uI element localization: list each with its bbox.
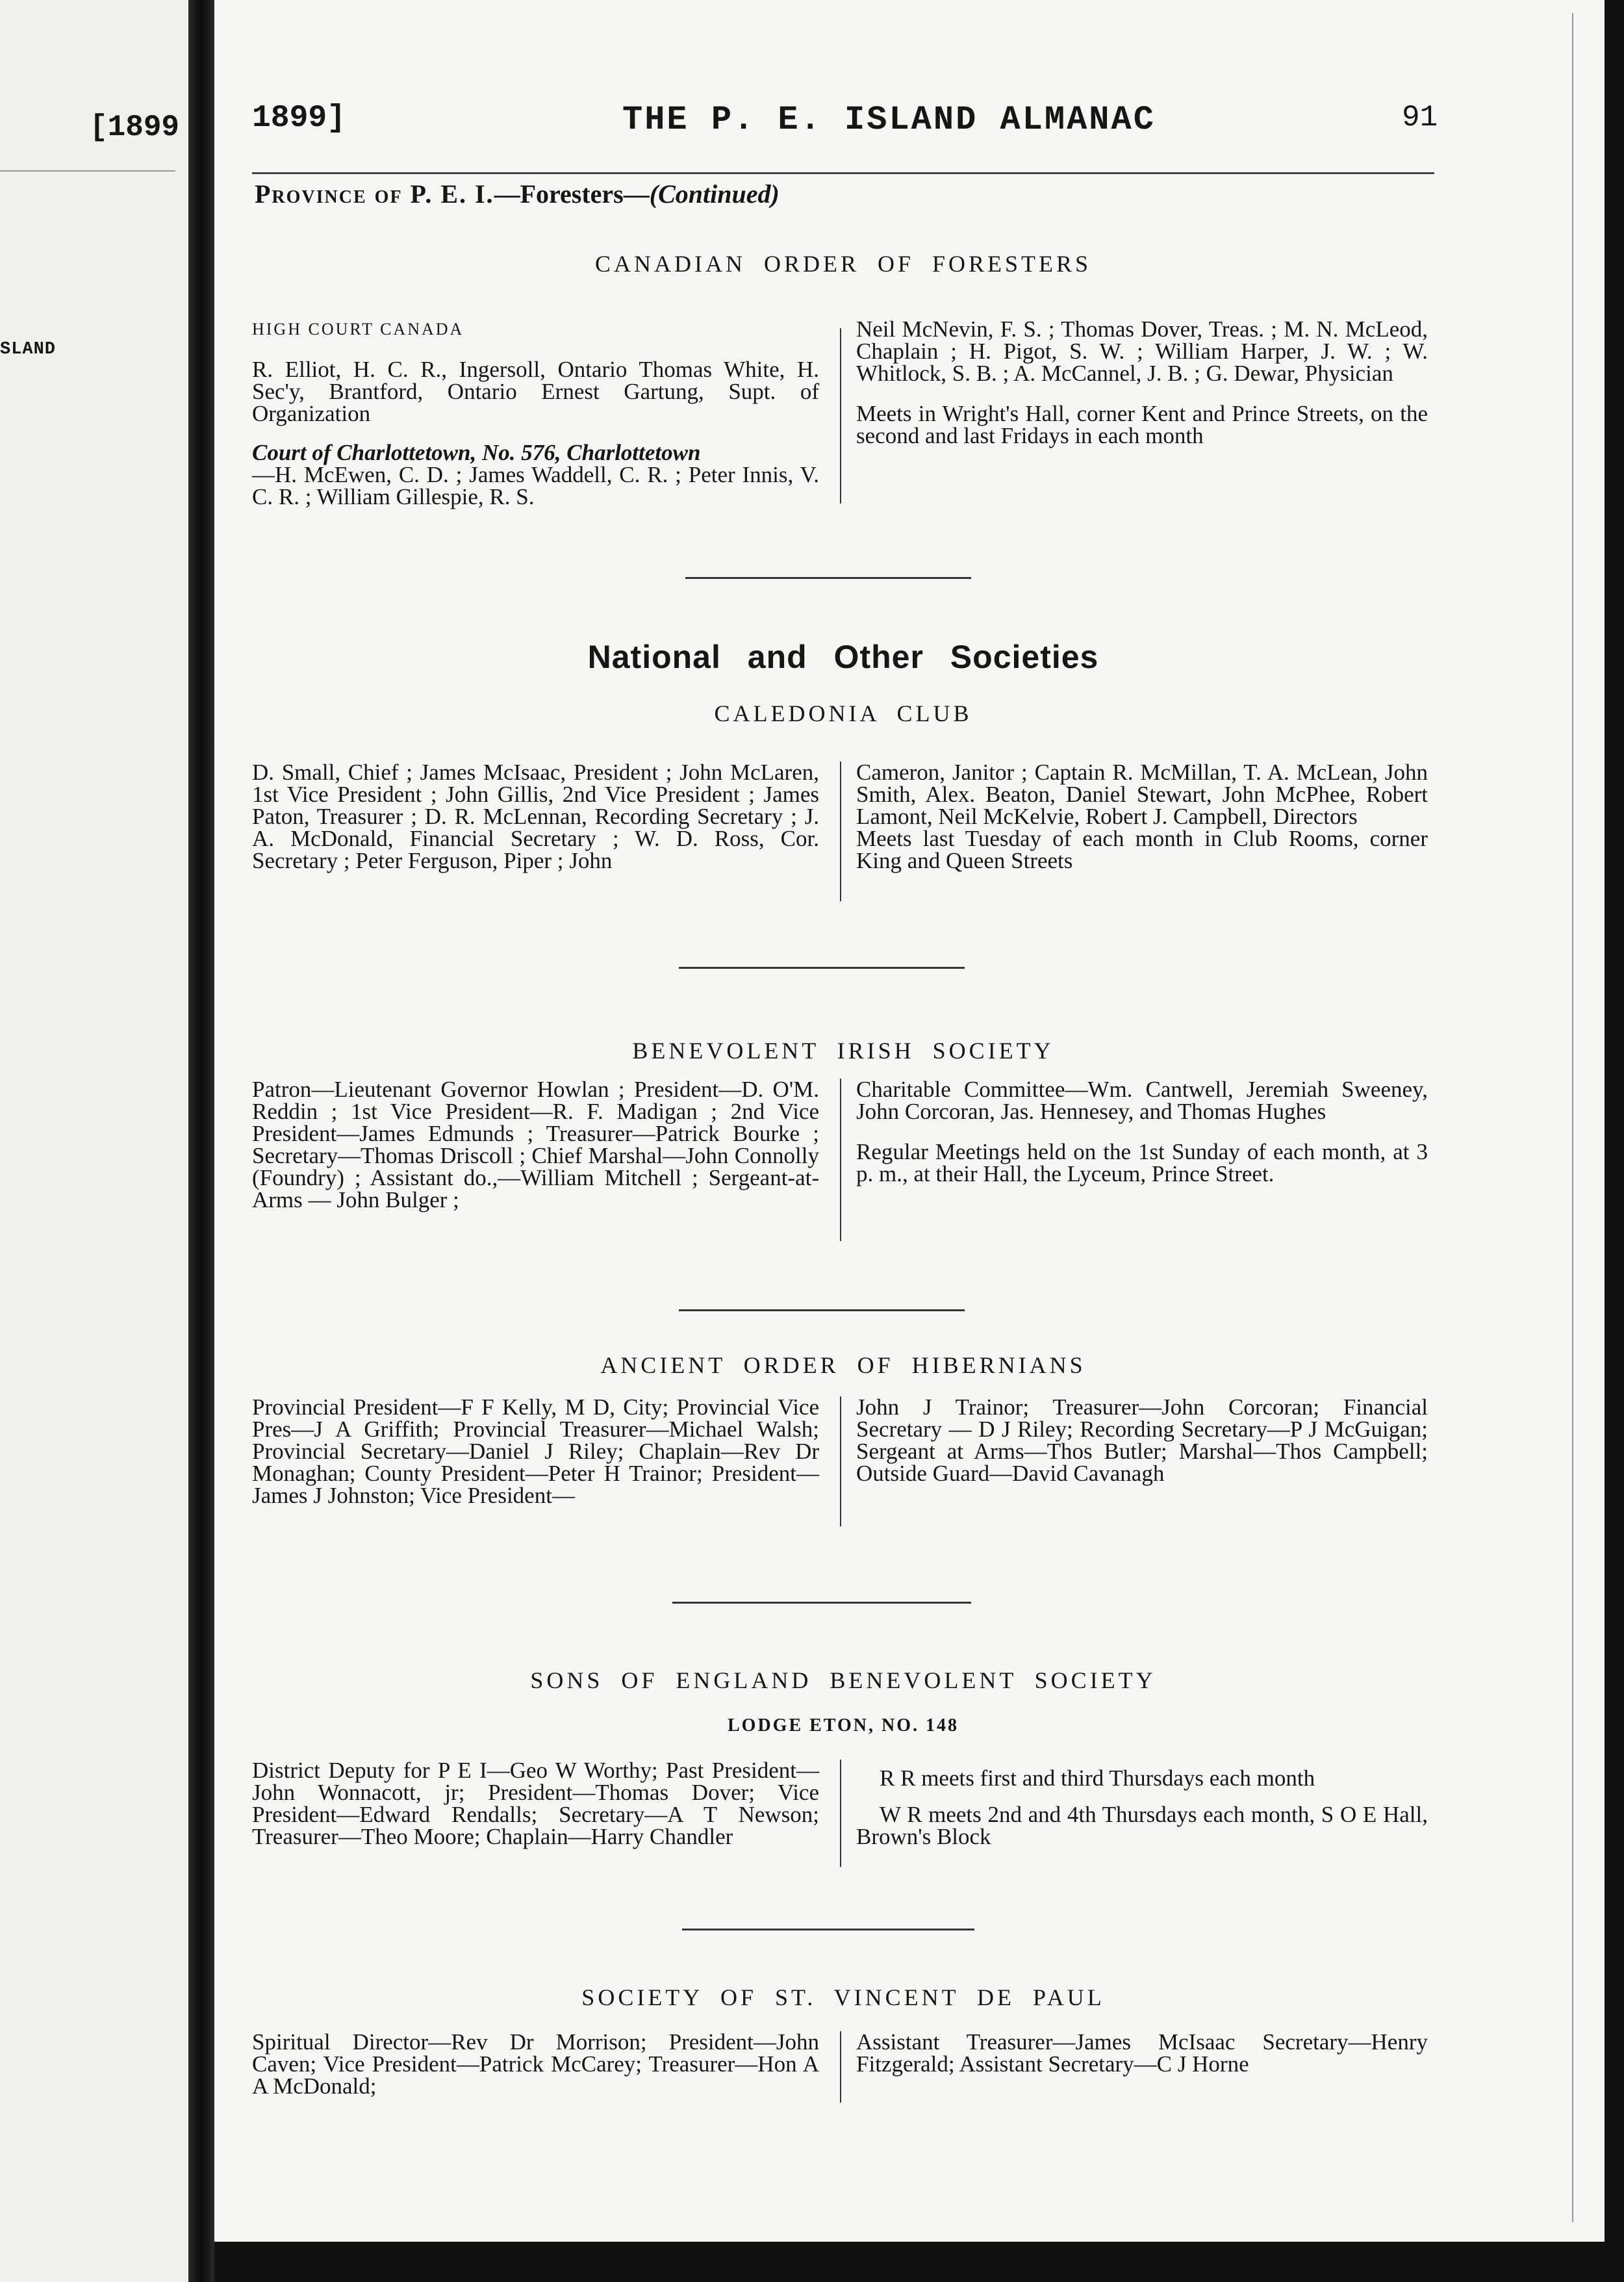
sons-of-england-left — [252, 1760, 819, 1848]
section-separator — [679, 1309, 965, 1311]
continued-note: (Continued) — [649, 179, 780, 209]
benevolent-irish-meeting-note: Regular Meetings held on the 1st Sunday of each month, at 3 p. m., at their Hall, the Lyceum, Prince Street. — [856, 1139, 1428, 1186]
caledonia-right — [856, 762, 1428, 872]
province-label: Province of P. E. I. — [255, 179, 494, 209]
column-divider — [840, 1760, 841, 1867]
high-court-officers: R. Elliot, H. C. R., Ingersoll, Ontario Thomas White, H. Sec'y, Brantford, Ontario Ernest Gartung, Supt. of Organization — [252, 357, 819, 426]
court-officers: —H. McEwen, C. D. ; James Waddell, C. R. ; Peter Innis, V. C. R. ; William Gillespie, R. S. — [252, 462, 819, 509]
facing-page-runner: [1899 — [90, 110, 180, 144]
continued-heading — [255, 179, 780, 209]
column-divider — [840, 1396, 841, 1526]
section-title-canadian-foresters: CANADIAN ORDER OF FORESTERS — [594, 251, 1092, 277]
lodge-heading: LODGE ETON, NO. 148 — [728, 1715, 959, 1736]
book-gutter — [188, 0, 214, 2282]
st-vincent-officers-continued: Assistant Treasurer—James McIsaac Secretary—Henry Fitzgerald; Assistant Secretary—C J Horne — [856, 2029, 1428, 2077]
sons-of-england-right — [856, 1767, 1428, 1848]
canadian-foresters-right — [856, 318, 1428, 447]
facing-page-header: SLAND — [0, 340, 57, 359]
column-divider — [840, 762, 841, 901]
st-vincent-left — [252, 2031, 819, 2097]
caledonia-meeting-note: Meets last Tuesday of each month in Club Rooms, corner King and Queen Streets — [856, 826, 1428, 873]
section-title-sons-of-england: SONS OF ENGLAND BENEVOLENT SOCIETY — [530, 1667, 1156, 1693]
running-header — [252, 101, 1438, 146]
rr-meeting-note: R R meets first and third Thursdays each month — [880, 1765, 1315, 1791]
column-divider — [840, 328, 841, 504]
hibernians-officers: Provincial President—F F Kelly, M D, City; Provincial Vice Pres—J A Griffith; Provincial Treasurer—Michael Walsh; Provincial Secretary—Daniel J Riley; Chaplain—Rev Dr Monaghan; County President—Peter H Trainor; President—James J Johnston; Vice President— — [252, 1394, 819, 1508]
column-divider — [840, 2031, 841, 2103]
section-separator — [682, 1929, 974, 1930]
facing-page-rule — [0, 170, 175, 172]
caledonia-directors: Cameron, Janitor ; Captain R. McMillan, T. A. McLean, John Smith, Alex. Beaton, Daniel Stewart, John McPhee, Robert Lamont, Neil McKelvie, Robert J. Campbell, Directors — [856, 760, 1428, 829]
section-separator — [679, 967, 965, 969]
court-meeting-note: Meets in Wright's Hall, corner Kent and Prince Streets, on the second and last Fridays in each month — [856, 401, 1428, 448]
hibernians-officers-continued: John J Trainor; Treasurer—John Corcoran; Financial Secretary — D J Riley; Recording Secretary—P J McGuigan; Sergeant at Arms—Thos Butler; Marshal—Thos Campbell; Outside Guard—David Cavanagh — [856, 1394, 1428, 1486]
court-heading: Court of Charlottetown, No. 576, Charlottetown — [252, 440, 701, 465]
section-title-caledonia-club: CALEDONIA CLUB — [714, 700, 972, 726]
court-officers-continued: Neil McNevin, F. S. ; Thomas Dover, Treas. ; M. N. McLeod, Chaplain ; H. Pigot, S. W. ; William Harper, J. W. ; W. Whitlock, S. B. ; A. McCannel, J. B. ; G. Dewar, Physician — [856, 316, 1428, 386]
header-year: 1899] — [252, 101, 346, 136]
st-vincent-right — [856, 2031, 1428, 2075]
st-vincent-officers: Spiritual Director—Rev Dr Morrison; President—John Caven; Vice President—Patrick McCarey; Treasurer—Hon A A McDonald; — [252, 2029, 819, 2099]
hibernians-right — [856, 1396, 1428, 1485]
sons-of-england-officers: District Deputy for P E I—Geo W Worthy; Past President—John Wonnacott, jr; President—Thomas Dover; Vice President—Edward Rendalls; Secretary—A T Newson; Treasurer—Theo Moore; Chaplain—Harry Chandler — [252, 1758, 819, 1849]
section-separator — [685, 577, 971, 579]
header-title: THE P. E. ISLAND ALMANAC — [622, 101, 1156, 139]
canadian-foresters-left — [252, 318, 819, 508]
section-title-national-societies: National and Other Societies — [587, 639, 1099, 675]
benevolent-irish-right — [856, 1079, 1428, 1185]
section-label: —Foresters— — [494, 179, 650, 209]
header-rule — [252, 172, 1434, 174]
page-edge — [1572, 13, 1580, 2222]
wr-meeting-note: W R meets 2nd and 4th Thursdays each month, S O E Hall, Brown's Block — [856, 1802, 1428, 1849]
high-court-heading: HIGH COURT CANADA — [252, 320, 464, 339]
hibernians-left — [252, 1396, 819, 1507]
section-title-hibernians: ANCIENT ORDER OF HIBERNIANS — [600, 1352, 1086, 1378]
column-divider — [840, 1079, 841, 1241]
caledonia-officers: D. Small, Chief ; James McIsaac, President ; John McLaren, 1st Vice President ; John Gillis, 2nd Vice President ; James Paton, Treasurer ; D. R. McLennan, Recording Secretary ; J. A. McDonald, Financial Secretary ; W. D. Ross, Cor. Secretary ; Peter Ferguson, Piper ; John — [252, 760, 819, 873]
section-title-benevolent-irish: BENEVOLENT IRISH SOCIETY — [632, 1038, 1054, 1064]
facing-page — [0, 0, 188, 2282]
section-title-st-vincent: SOCIETY OF ST. VINCENT DE PAUL — [581, 1984, 1105, 2010]
page-number: 91 — [1402, 101, 1438, 135]
caledonia-left — [252, 762, 819, 872]
benevolent-irish-officers: Patron—Lieutenant Governor Howlan ; President—D. O'M. Reddin ; 1st Vice President—R. F. Madigan ; 2nd Vice President—James Edmunds ; Treasurer—Patrick Bourke ; Secretary—Thomas Driscoll ; Chief Marshal—John Connolly (Foundry) ; Assistant do.,—William Mitchell ; Sergeant-at-Arms — John Bulger ; — [252, 1077, 819, 1212]
section-separator — [672, 1602, 971, 1604]
benevolent-irish-left — [252, 1079, 819, 1211]
benevolent-irish-committee: Charitable Committee—Wm. Cantwell, Jeremiah Sweeney, John Corcoran, Jas. Hennesey, and Thomas Hughes — [856, 1077, 1428, 1124]
